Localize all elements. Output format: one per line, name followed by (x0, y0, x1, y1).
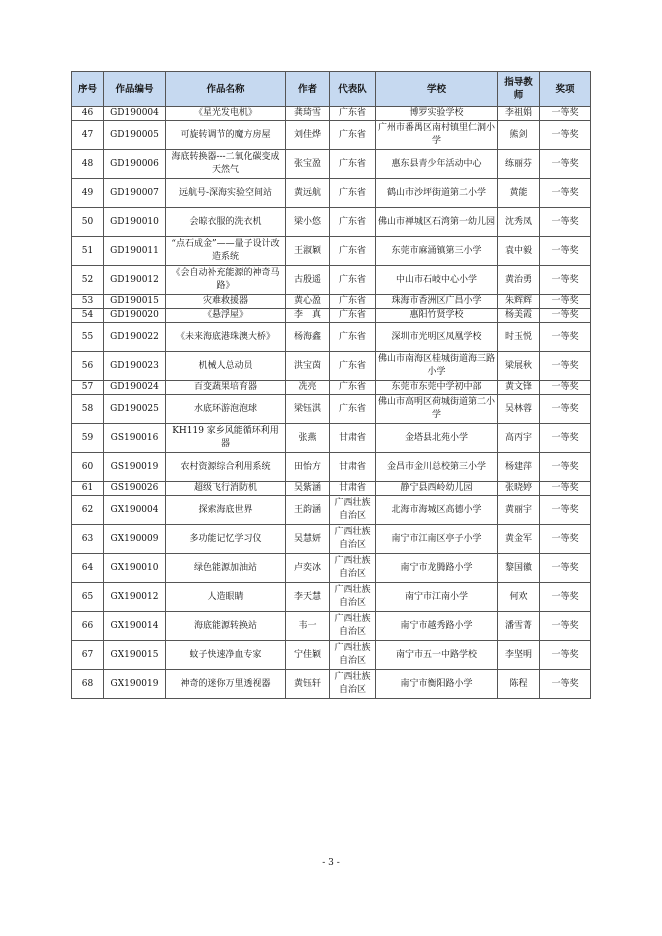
cell-code: GD190012 (104, 266, 166, 295)
cell-team: 广东省 (330, 266, 376, 295)
cell-author: 宁佳颖 (286, 641, 330, 670)
cell-author: 梁小悠 (286, 208, 330, 237)
cell-award: 一等奖 (540, 295, 591, 309)
cell-teacher: 黄丽宇 (498, 496, 540, 525)
cell-author: 吴紫涵 (286, 482, 330, 496)
table-row (72, 612, 591, 641)
table-row (72, 150, 591, 179)
cell-index: 56 (72, 352, 104, 381)
cell-teacher: 黄金军 (498, 525, 540, 554)
cell-award: 一等奖 (540, 121, 591, 150)
cell-teacher: 高丙宇 (498, 424, 540, 453)
cell-code: GX190015 (104, 641, 166, 670)
table-row (72, 208, 591, 237)
cell-code: GD190022 (104, 323, 166, 352)
cell-code: GD190025 (104, 395, 166, 424)
table-row (72, 121, 591, 150)
cell-team: 广东省 (330, 150, 376, 179)
cell-author: 张燕 (286, 424, 330, 453)
cell-school: 北海市海城区高德小学 (376, 496, 498, 525)
cell-name: 人造眼睛 (166, 583, 286, 612)
cell-team: 广东省 (330, 107, 376, 121)
cell-code: GX190009 (104, 525, 166, 554)
cell-name: 水底环游泡泡球 (166, 395, 286, 424)
cell-author: 李天慧 (286, 583, 330, 612)
cell-school: 惠阳竹贤学校 (376, 309, 498, 323)
cell-index: 62 (72, 496, 104, 525)
cell-school: 广州市番禺区南村镇里仁洞小学 (376, 121, 498, 150)
table-row (72, 525, 591, 554)
cell-index: 68 (72, 670, 104, 699)
cell-award: 一等奖 (540, 309, 591, 323)
header-author: 作者 (286, 72, 330, 107)
cell-teacher: 黎国徽 (498, 554, 540, 583)
cell-author: 洪宝茵 (286, 352, 330, 381)
cell-team: 广东省 (330, 381, 376, 395)
cell-teacher: 李祖娟 (498, 107, 540, 121)
cell-school: 南宁市衡阳路小学 (376, 670, 498, 699)
table-row (72, 453, 591, 482)
cell-code: GD190020 (104, 309, 166, 323)
cell-name: KH119 家乡风能循环利用器 (166, 424, 286, 453)
cell-author: 吴慧妍 (286, 525, 330, 554)
cell-index: 58 (72, 395, 104, 424)
cell-author: 张宝盈 (286, 150, 330, 179)
table-row (72, 107, 591, 121)
cell-team: 广东省 (330, 121, 376, 150)
cell-teacher: 潘雪菁 (498, 612, 540, 641)
cell-author: 古殷遥 (286, 266, 330, 295)
cell-index: 65 (72, 583, 104, 612)
cell-teacher: 练丽芬 (498, 150, 540, 179)
cell-name: “点石成金”——量子设计改造系统 (166, 237, 286, 266)
cell-index: 54 (72, 309, 104, 323)
cell-teacher: 杨美霞 (498, 309, 540, 323)
cell-name: 农村资源综合利用系统 (166, 453, 286, 482)
table-row (72, 352, 591, 381)
cell-school: 惠东县青少年活动中心 (376, 150, 498, 179)
cell-code: GS190026 (104, 482, 166, 496)
cell-school: 金塔县北苑小学 (376, 424, 498, 453)
cell-code: GS190016 (104, 424, 166, 453)
header-index: 序号 (72, 72, 104, 107)
cell-name: 《星光发电机》 (166, 107, 286, 121)
table-row (72, 179, 591, 208)
cell-author: 梁钰淇 (286, 395, 330, 424)
cell-index: 55 (72, 323, 104, 352)
cell-award: 一等奖 (540, 612, 591, 641)
cell-index: 64 (72, 554, 104, 583)
cell-index: 53 (72, 295, 104, 309)
cell-code: GX190014 (104, 612, 166, 641)
cell-name: 《悬浮屋》 (166, 309, 286, 323)
awards-table (71, 71, 591, 699)
cell-award: 一等奖 (540, 395, 591, 424)
cell-index: 60 (72, 453, 104, 482)
cell-code: GX190012 (104, 583, 166, 612)
cell-team: 广东省 (330, 323, 376, 352)
cell-team: 广东省 (330, 208, 376, 237)
cell-author: 杨海鑫 (286, 323, 330, 352)
cell-teacher: 朱辉辉 (498, 295, 540, 309)
cell-author: 王韵涵 (286, 496, 330, 525)
cell-teacher: 黄文锋 (498, 381, 540, 395)
cell-author: 刘佳烨 (286, 121, 330, 150)
cell-name: 可旋转调节的魔方房屋 (166, 121, 286, 150)
cell-team: 广东省 (330, 295, 376, 309)
cell-name: 绿色能源加油站 (166, 554, 286, 583)
cell-award: 一等奖 (540, 150, 591, 179)
cell-award: 一等奖 (540, 525, 591, 554)
cell-index: 67 (72, 641, 104, 670)
cell-school: 珠海市香洲区广昌小学 (376, 295, 498, 309)
cell-team: 广东省 (330, 237, 376, 266)
cell-author: 王淑颖 (286, 237, 330, 266)
cell-name: 会晾衣服的洗衣机 (166, 208, 286, 237)
cell-name: 蚊子快速净血专家 (166, 641, 286, 670)
cell-teacher: 黄治勇 (498, 266, 540, 295)
cell-index: 51 (72, 237, 104, 266)
cell-code: GX190010 (104, 554, 166, 583)
cell-school: 东莞市东莞中学初中部 (376, 381, 498, 395)
cell-author: 龚琦雪 (286, 107, 330, 121)
cell-award: 一等奖 (540, 381, 591, 395)
table-row (72, 309, 591, 323)
table-row (72, 482, 591, 496)
cell-name: 海底转换器---二氧化碳变成天然气 (166, 150, 286, 179)
page-number: - 3 - (322, 858, 340, 868)
table-body (72, 107, 591, 699)
header-teacher: 指导教师 (498, 72, 540, 107)
cell-name: 《会自动补充能源的神奇马路》 (166, 266, 286, 295)
cell-author: 田怡方 (286, 453, 330, 482)
cell-award: 一等奖 (540, 583, 591, 612)
cell-author: 冼亮 (286, 381, 330, 395)
cell-index: 59 (72, 424, 104, 453)
table-row (72, 381, 591, 395)
cell-author: 黄远航 (286, 179, 330, 208)
cell-team: 甘肃省 (330, 453, 376, 482)
cell-school: 佛山市禅城区石湾第一幼儿园 (376, 208, 498, 237)
cell-school: 南宁市龙腾路小学 (376, 554, 498, 583)
cell-team: 广东省 (330, 352, 376, 381)
table-row (72, 323, 591, 352)
cell-code: GX190019 (104, 670, 166, 699)
table-row (72, 395, 591, 424)
cell-author: 韦一 (286, 612, 330, 641)
table-row (72, 583, 591, 612)
cell-name: 多功能记忆学习仪 (166, 525, 286, 554)
cell-school: 博罗实验学校 (376, 107, 498, 121)
cell-school: 金昌市金川总校第三小学 (376, 453, 498, 482)
cell-team: 甘肃省 (330, 424, 376, 453)
cell-teacher: 杨建萍 (498, 453, 540, 482)
cell-teacher: 熊剑 (498, 121, 540, 150)
cell-award: 一等奖 (540, 208, 591, 237)
cell-award: 一等奖 (540, 641, 591, 670)
cell-school: 深圳市光明区凤凰学校 (376, 323, 498, 352)
cell-code: GD190010 (104, 208, 166, 237)
cell-teacher: 时玉悦 (498, 323, 540, 352)
table-row (72, 237, 591, 266)
cell-team: 广东省 (330, 179, 376, 208)
cell-name: 探索海底世界 (166, 496, 286, 525)
cell-teacher: 黄能 (498, 179, 540, 208)
cell-school: 佛山市南海区桂城街道海三路小学 (376, 352, 498, 381)
cell-team: 广西壮族自治区 (330, 670, 376, 699)
cell-teacher: 沈秀凤 (498, 208, 540, 237)
cell-school: 鹤山市沙坪街道第二小学 (376, 179, 498, 208)
cell-award: 一等奖 (540, 496, 591, 525)
cell-name: 超级飞行消防机 (166, 482, 286, 496)
cell-school: 东莞市麻涌镇第三小学 (376, 237, 498, 266)
cell-code: GD190005 (104, 121, 166, 150)
cell-index: 57 (72, 381, 104, 395)
cell-team: 广东省 (330, 309, 376, 323)
cell-school: 中山市石岐中心小学 (376, 266, 498, 295)
table-row (72, 641, 591, 670)
cell-school: 南宁市越秀路小学 (376, 612, 498, 641)
header-name: 作品名称 (166, 72, 286, 107)
cell-index: 63 (72, 525, 104, 554)
table-row (72, 266, 591, 295)
table-row (72, 554, 591, 583)
cell-author: 卢奕冰 (286, 554, 330, 583)
cell-index: 52 (72, 266, 104, 295)
cell-index: 50 (72, 208, 104, 237)
cell-code: GD190007 (104, 179, 166, 208)
cell-award: 一等奖 (540, 554, 591, 583)
cell-award: 一等奖 (540, 323, 591, 352)
cell-school: 南宁市江南区亭子小学 (376, 525, 498, 554)
table-row (72, 424, 591, 453)
cell-teacher: 袁中毅 (498, 237, 540, 266)
cell-code: GS190019 (104, 453, 166, 482)
cell-team: 广西壮族自治区 (330, 612, 376, 641)
cell-team: 广西壮族自治区 (330, 496, 376, 525)
table-header-row (72, 72, 591, 107)
cell-name: 远航号-深海实验空间站 (166, 179, 286, 208)
cell-teacher: 张晓婷 (498, 482, 540, 496)
cell-name: 《未来海底港珠澳大桥》 (166, 323, 286, 352)
cell-team: 广东省 (330, 395, 376, 424)
cell-index: 48 (72, 150, 104, 179)
cell-code: GD190024 (104, 381, 166, 395)
cell-award: 一等奖 (540, 237, 591, 266)
cell-award: 一等奖 (540, 453, 591, 482)
cell-team: 广西壮族自治区 (330, 525, 376, 554)
cell-name: 机械人总动员 (166, 352, 286, 381)
cell-index: 49 (72, 179, 104, 208)
cell-code: GD190011 (104, 237, 166, 266)
cell-author: 李 真 (286, 309, 330, 323)
cell-index: 61 (72, 482, 104, 496)
cell-teacher: 梁展秋 (498, 352, 540, 381)
cell-teacher: 吴林蓉 (498, 395, 540, 424)
cell-team: 甘肃省 (330, 482, 376, 496)
cell-author: 黄钰轩 (286, 670, 330, 699)
cell-team: 广西壮族自治区 (330, 583, 376, 612)
table-row (72, 295, 591, 309)
cell-author: 黄心盈 (286, 295, 330, 309)
cell-name: 海底能源转换站 (166, 612, 286, 641)
header-school: 学校 (376, 72, 498, 107)
cell-team: 广西壮族自治区 (330, 554, 376, 583)
cell-award: 一等奖 (540, 670, 591, 699)
cell-code: GD190015 (104, 295, 166, 309)
cell-code: GX190004 (104, 496, 166, 525)
cell-award: 一等奖 (540, 266, 591, 295)
cell-code: GD190023 (104, 352, 166, 381)
header-team: 代表队 (330, 72, 376, 107)
header-code: 作品编号 (104, 72, 166, 107)
cell-code: GD190004 (104, 107, 166, 121)
table-row (72, 670, 591, 699)
cell-teacher: 陈程 (498, 670, 540, 699)
cell-team: 广西壮族自治区 (330, 641, 376, 670)
cell-name: 灾难救援器 (166, 295, 286, 309)
table-row (72, 496, 591, 525)
cell-school: 静宁县西岭幼儿园 (376, 482, 498, 496)
cell-award: 一等奖 (540, 424, 591, 453)
header-award: 奖项 (540, 72, 591, 107)
cell-award: 一等奖 (540, 179, 591, 208)
cell-school: 南宁市五一中路学校 (376, 641, 498, 670)
cell-award: 一等奖 (540, 482, 591, 496)
cell-school: 南宁市江南小学 (376, 583, 498, 612)
cell-teacher: 何欢 (498, 583, 540, 612)
cell-name: 百变蔬果培育器 (166, 381, 286, 395)
cell-award: 一等奖 (540, 352, 591, 381)
cell-award: 一等奖 (540, 107, 591, 121)
cell-index: 46 (72, 107, 104, 121)
cell-index: 47 (72, 121, 104, 150)
cell-teacher: 李坚明 (498, 641, 540, 670)
cell-index: 66 (72, 612, 104, 641)
cell-name: 神奇的迷你万里透视器 (166, 670, 286, 699)
cell-code: GD190006 (104, 150, 166, 179)
cell-school: 佛山市高明区荷城街道第二小学 (376, 395, 498, 424)
